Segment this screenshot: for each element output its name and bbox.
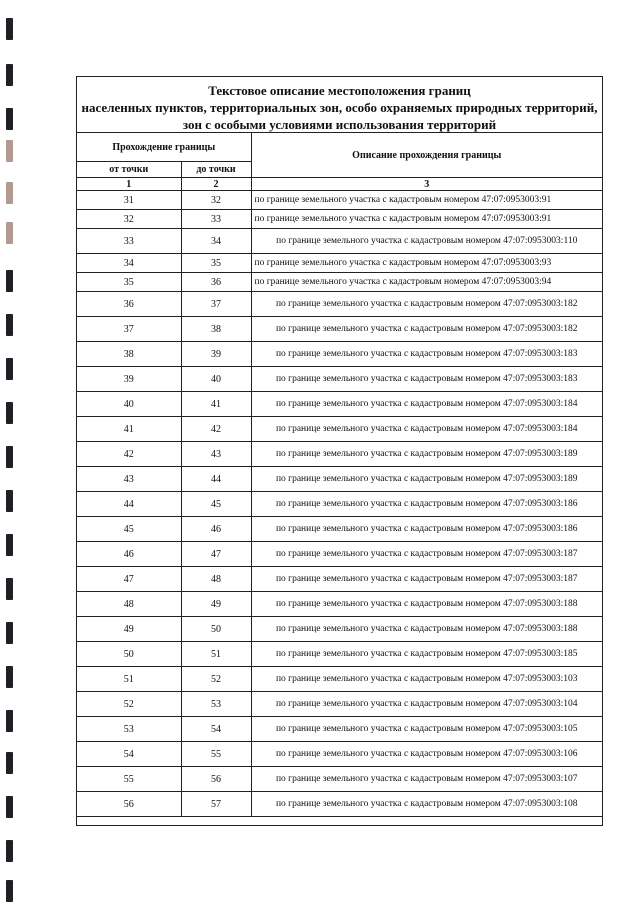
description-cell: по границе земельного участка с кадастровым номером 47:07:0953003:104 (251, 692, 602, 717)
binding-hole (6, 578, 13, 600)
boundary-table (77, 133, 602, 817)
description-cell: по границе земельного участка с кадастровым номером 47:07:0953003:106 (251, 742, 602, 767)
to-point-cell: 39 (181, 342, 251, 367)
binding-hole (6, 752, 13, 774)
description-cell: по границе земельного участка с кадастровым номером 47:07:0953003:189 (251, 467, 602, 492)
table-row (77, 792, 602, 817)
column-number-3: 3 (251, 178, 602, 191)
description-cell: по границе земельного участка с кадастровым номером 47:07:0953003:91 (251, 210, 602, 229)
from-point-cell: 33 (77, 229, 181, 254)
from-point-cell: 53 (77, 717, 181, 742)
to-point-cell: 35 (181, 254, 251, 273)
binding-hole (6, 108, 13, 130)
from-point-cell: 49 (77, 617, 181, 642)
table-row (77, 273, 602, 292)
from-point-cell: 39 (77, 367, 181, 392)
description-cell: по границе земельного участка с кадастровым номером 47:07:0953003:103 (251, 667, 602, 692)
document-title (77, 77, 602, 133)
from-point-cell: 54 (77, 742, 181, 767)
table-row (77, 392, 602, 417)
binding-hole (6, 796, 13, 818)
table-row (77, 517, 602, 542)
from-point-cell: 44 (77, 492, 181, 517)
binding-hole (6, 358, 13, 380)
binding-hole (6, 534, 13, 556)
binding-hole (6, 140, 13, 162)
to-point-cell: 37 (181, 292, 251, 317)
table-row (77, 442, 602, 467)
description-cell: по границе земельного участка с кадастровым номером 47:07:0953003:184 (251, 417, 602, 442)
to-point-cell: 44 (181, 467, 251, 492)
from-point-cell: 50 (77, 642, 181, 667)
from-point-cell: 51 (77, 667, 181, 692)
from-point-cell: 31 (77, 191, 181, 210)
column-number-2: 2 (181, 178, 251, 191)
to-point-cell: 45 (181, 492, 251, 517)
table-row (77, 567, 602, 592)
description-cell: по границе земельного участка с кадастровым номером 47:07:0953003:187 (251, 542, 602, 567)
binding-hole (6, 446, 13, 468)
table-row (77, 417, 602, 442)
description-cell: по границе земельного участка с кадастровым номером 47:07:0953003:188 (251, 592, 602, 617)
description-cell: по границе земельного участка с кадастровым номером 47:07:0953003:186 (251, 492, 602, 517)
description-cell: по границе земельного участка с кадастровым номером 47:07:0953003:189 (251, 442, 602, 467)
boundary-description-document (76, 76, 603, 826)
to-point-cell: 53 (181, 692, 251, 717)
to-point-cell: 42 (181, 417, 251, 442)
description-cell: по границе земельного участка с кадастровым номером 47:07:0953003:187 (251, 567, 602, 592)
to-point-cell: 43 (181, 442, 251, 467)
description-cell: по границе земельного участка с кадастровым номером 47:07:0953003:108 (251, 792, 602, 817)
to-point-cell: 32 (181, 191, 251, 210)
description-cell: по границе земельного участка с кадастровым номером 47:07:0953003:186 (251, 517, 602, 542)
description-cell: по границе земельного участка с кадастровым номером 47:07:0953003:184 (251, 392, 602, 417)
table-row (77, 317, 602, 342)
binding-holes (0, 0, 40, 905)
document-title-text: Текстовое описание местоположения границ населенных пунктов, территориальных зон, особо охраняемых природных территорий, зон с особыми условиями использования территорий (81, 83, 598, 132)
to-point-cell: 54 (181, 717, 251, 742)
table-row (77, 617, 602, 642)
binding-hole (6, 18, 13, 40)
binding-hole (6, 490, 13, 512)
table-row (77, 342, 602, 367)
from-point-cell: 55 (77, 767, 181, 792)
to-point-cell: 40 (181, 367, 251, 392)
binding-hole (6, 270, 13, 292)
to-point-cell: 50 (181, 617, 251, 642)
to-point-cell: 38 (181, 317, 251, 342)
binding-hole (6, 710, 13, 732)
to-point-cell: 34 (181, 229, 251, 254)
binding-hole (6, 840, 13, 862)
to-point-cell: 56 (181, 767, 251, 792)
table-row (77, 667, 602, 692)
description-header: Описание прохождения границы (251, 133, 602, 178)
binding-hole (6, 64, 13, 86)
table-row (77, 292, 602, 317)
from-point-cell: 42 (77, 442, 181, 467)
from-point-cell: 40 (77, 392, 181, 417)
to-point-cell: 41 (181, 392, 251, 417)
description-cell: по границе земельного участка с кадастровым номером 47:07:0953003:185 (251, 642, 602, 667)
binding-hole (6, 182, 13, 204)
from-point-cell: 32 (77, 210, 181, 229)
table-row (77, 742, 602, 767)
table-row (77, 642, 602, 667)
table-row (77, 367, 602, 392)
table-row (77, 467, 602, 492)
description-cell: по границе земельного участка с кадастровым номером 47:07:0953003:188 (251, 617, 602, 642)
from-point-cell: 45 (77, 517, 181, 542)
table-row (77, 254, 602, 273)
to-point-cell: 57 (181, 792, 251, 817)
from-point-cell: 46 (77, 542, 181, 567)
from-point-cell: 43 (77, 467, 181, 492)
binding-hole (6, 314, 13, 336)
binding-hole (6, 666, 13, 688)
to-point-cell: 48 (181, 567, 251, 592)
from-point-cell: 52 (77, 692, 181, 717)
to-point-cell: 46 (181, 517, 251, 542)
binding-hole (6, 622, 13, 644)
table-row (77, 692, 602, 717)
from-point-cell: 37 (77, 317, 181, 342)
from-point-cell: 35 (77, 273, 181, 292)
table-row (77, 210, 602, 229)
description-cell: по границе земельного участка с кадастровым номером 47:07:0953003:94 (251, 273, 602, 292)
description-cell: по границе земельного участка с кадастровым номером 47:07:0953003:182 (251, 317, 602, 342)
binding-hole (6, 402, 13, 424)
passage-header: Прохождение границы (77, 133, 251, 162)
binding-hole (6, 880, 13, 902)
from-point-cell: 36 (77, 292, 181, 317)
table-body (77, 191, 602, 817)
table-row (77, 191, 602, 210)
description-cell: по границе земельного участка с кадастровым номером 47:07:0953003:182 (251, 292, 602, 317)
table-row (77, 592, 602, 617)
to-point-cell: 36 (181, 273, 251, 292)
table-row (77, 492, 602, 517)
from-point-header: от точки (77, 162, 181, 178)
table-row (77, 229, 602, 254)
column-number-1: 1 (77, 178, 181, 191)
from-point-cell: 34 (77, 254, 181, 273)
from-point-cell: 48 (77, 592, 181, 617)
from-point-cell: 47 (77, 567, 181, 592)
description-cell: по границе земельного участка с кадастровым номером 47:07:0953003:107 (251, 767, 602, 792)
to-point-cell: 51 (181, 642, 251, 667)
table-row (77, 717, 602, 742)
description-cell: по границе земельного участка с кадастровым номером 47:07:0953003:93 (251, 254, 602, 273)
to-point-cell: 52 (181, 667, 251, 692)
table-row (77, 767, 602, 792)
description-cell: по границе земельного участка с кадастровым номером 47:07:0953003:105 (251, 717, 602, 742)
table-row (77, 542, 602, 567)
description-cell: по границе земельного участка с кадастровым номером 47:07:0953003:183 (251, 367, 602, 392)
to-point-cell: 55 (181, 742, 251, 767)
from-point-cell: 41 (77, 417, 181, 442)
to-point-cell: 47 (181, 542, 251, 567)
from-point-cell: 56 (77, 792, 181, 817)
to-point-header: до точки (181, 162, 251, 178)
from-point-cell: 38 (77, 342, 181, 367)
binding-hole (6, 222, 13, 244)
to-point-cell: 49 (181, 592, 251, 617)
description-cell: по границе земельного участка с кадастровым номером 47:07:0953003:183 (251, 342, 602, 367)
description-cell: по границе земельного участка с кадастровым номером 47:07:0953003:110 (251, 229, 602, 254)
description-cell: по границе земельного участка с кадастровым номером 47:07:0953003:91 (251, 191, 602, 210)
to-point-cell: 33 (181, 210, 251, 229)
